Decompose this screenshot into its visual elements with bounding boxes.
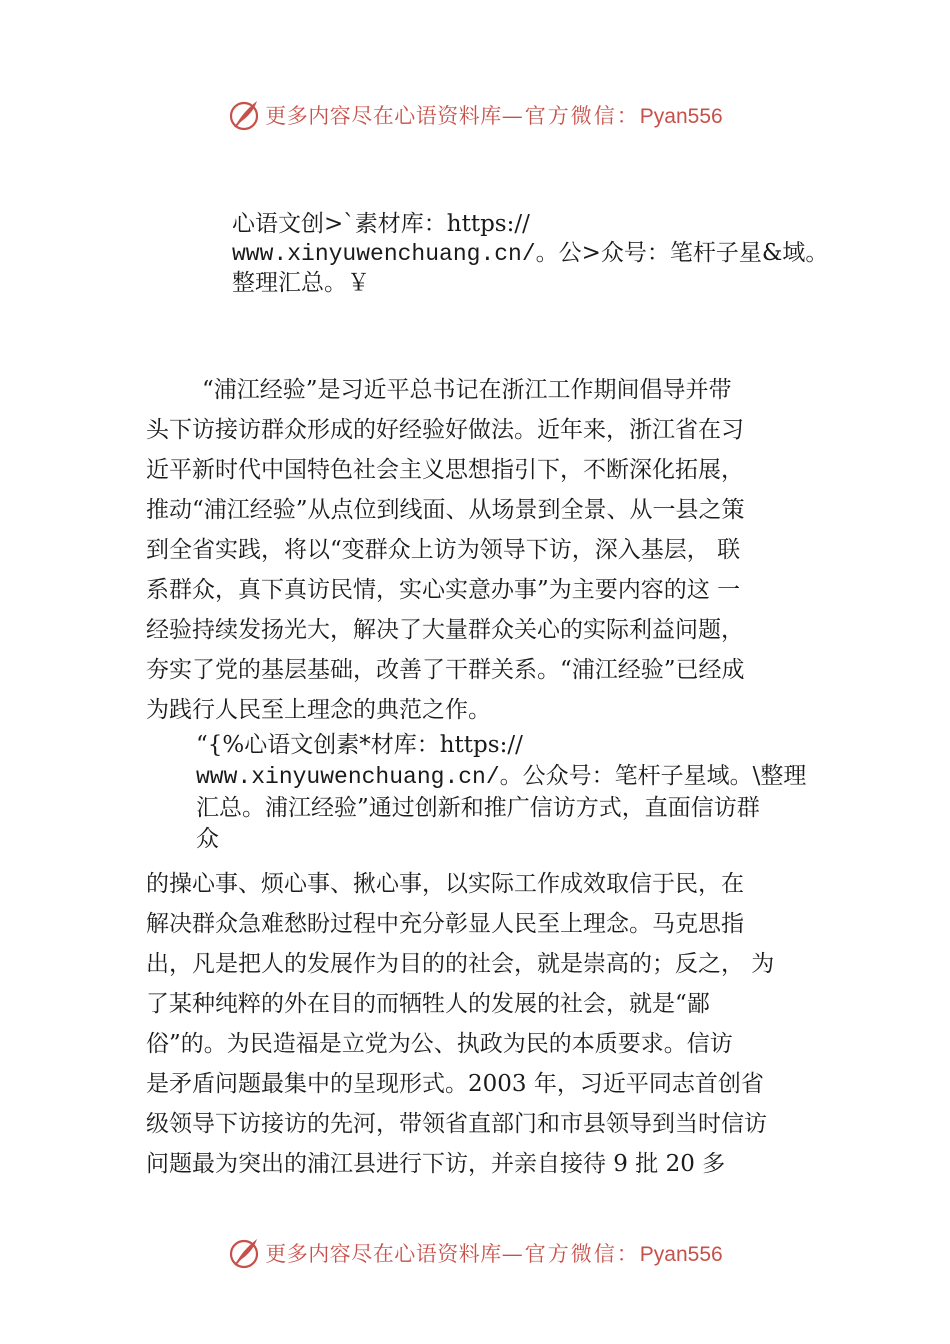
paragraph-line: 到全省实践，将以“变群众上访为领导下访，深入基层， 联 bbox=[146, 537, 741, 563]
paragraph-line: 解决群众急难愁盼过程中充分彰显人民至上理念。马克思指 bbox=[146, 911, 744, 937]
paragraph-line: 是矛盾问题最集中的呈现形式。2003 年，习近平同志首创省 bbox=[146, 1071, 764, 1097]
intro-line-3: 整理汇总。￥ bbox=[232, 270, 370, 296]
banner-library-text: 更多内容尽在心语资料库 bbox=[265, 1242, 502, 1266]
quote-line-2-rest: 。公众号：笔杆子星域。\整理 bbox=[499, 763, 807, 789]
banner-wechat-id: Pyan556 bbox=[639, 1243, 723, 1266]
paragraph-line: 问题最为突出的浦江县进行下访，并亲自接待 9 批 20 多 bbox=[146, 1151, 726, 1177]
footer-banner bbox=[0, 1233, 950, 1273]
body-paragraph-2 bbox=[146, 864, 836, 1184]
banner-wechat-label: —官方微信： bbox=[501, 104, 640, 128]
paragraph-line: “浦江经验”是习近平总书记在浙江工作期间倡导并带 bbox=[202, 377, 732, 403]
quote-line-1: “{%心语文创素*材库：https:// bbox=[196, 732, 523, 758]
intro-source-block bbox=[232, 210, 852, 298]
paragraph-line: 近平新时代中国特色社会主义思想指引下，不断深化拓展， bbox=[146, 457, 744, 483]
paragraph-line: 系群众，真下真访民情，实心实意办事”为主要内容的这 一 bbox=[146, 577, 741, 603]
banner-wechat-label: —官方微信： bbox=[501, 1242, 640, 1266]
body-paragraph-1 bbox=[146, 370, 836, 730]
banner-text bbox=[265, 1238, 722, 1268]
paragraph-line: 俗”的。为民造福是立党为公、执政为民的本质要求。信访 bbox=[146, 1031, 733, 1057]
paragraph-line: 头下访接访群众形成的好经验好做法。近年来，浙江省在习 bbox=[146, 417, 744, 443]
intro-url: www.xinyuwenchuang.cn/ bbox=[232, 241, 536, 267]
header-banner bbox=[0, 95, 950, 135]
paragraph-line: 为践行人民至上理念的典范之作。 bbox=[146, 697, 491, 723]
banner-text bbox=[265, 100, 722, 130]
paragraph-line: 了某种纯粹的外在目的而牺牲人的发展的社会，就是“鄙 bbox=[146, 991, 710, 1017]
paragraph-line: 夯实了党的基层基础，改善了干群关系。“浦江经验”已经成 bbox=[146, 657, 745, 683]
quote-line-2 bbox=[196, 761, 846, 793]
paragraph-line: 的操心事、烦心事、揪心事，以实际工作成效取信于民，在 bbox=[146, 871, 744, 897]
paragraph-line: 出，凡是把人的发展作为目的的社会，就是崇高的；反之， 为 bbox=[146, 951, 775, 977]
paragraph-line: 经验持续发扬光大，解决了大量群众关心的实际利益问题， bbox=[146, 617, 744, 643]
banner-library-text: 更多内容尽在心语资料库 bbox=[265, 104, 502, 128]
quote-line-4: 众 bbox=[196, 826, 219, 852]
banner-wechat-id: Pyan556 bbox=[639, 105, 723, 128]
paragraph-line: 推动“浦江经验”从点位到线面、从场景到全景、从一县之策 bbox=[146, 497, 745, 523]
quote-source-block bbox=[196, 730, 846, 855]
paragraph-line: 级领导下访接访的先河，带领省直部门和市县领导到当时信访 bbox=[146, 1111, 767, 1137]
intro-line-2 bbox=[232, 239, 852, 269]
quote-line-3: 汇总。浦江经验”通过创新和推广信访方式，直面信访群 bbox=[196, 795, 760, 821]
intro-line-2-rest: 。公>众号：笔杆子星&域。 bbox=[535, 240, 829, 266]
quote-url: www.xinyuwenchuang.cn/ bbox=[196, 764, 500, 790]
intro-line-1: 心语文创>`素材库：https:// bbox=[232, 211, 530, 237]
feather-pen-logo-icon bbox=[227, 98, 261, 132]
feather-pen-logo-icon bbox=[227, 1236, 261, 1270]
